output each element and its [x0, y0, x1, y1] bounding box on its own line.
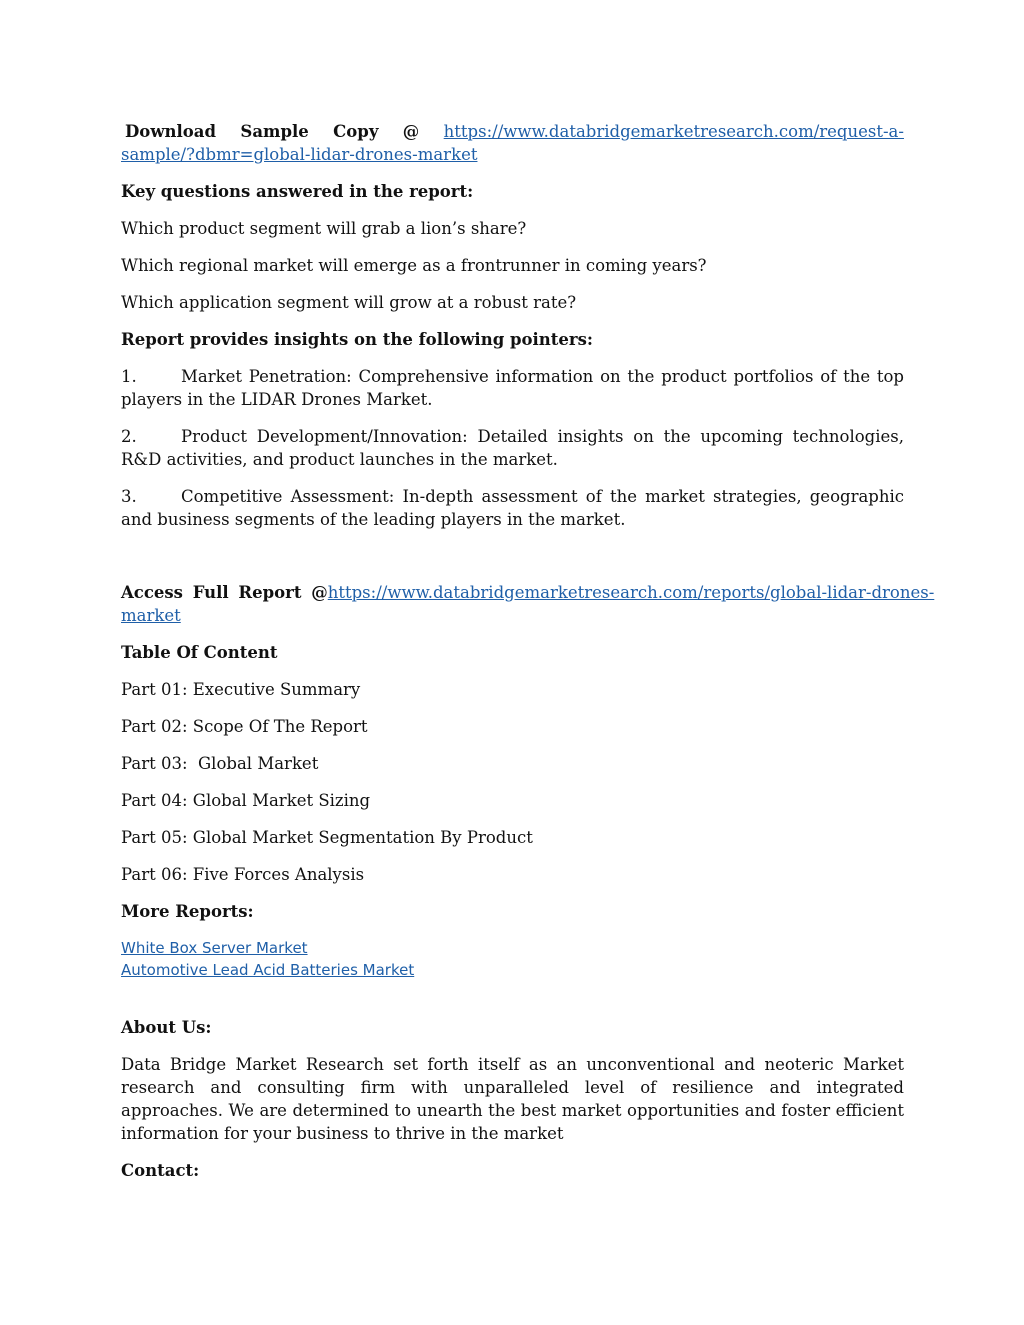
insight-number-1: 1. — [121, 367, 137, 386]
more-reports-heading: More Reports: — [121, 902, 254, 921]
more-report-link-2[interactable]: Automotive Lead Acid Batteries Market — [121, 961, 415, 979]
sample-word: Sample — [240, 122, 309, 141]
report-link-part2[interactable]: market — [121, 606, 181, 625]
access-report-block — [121, 581, 935, 627]
toc-item-2: Part 02: Scope Of The Report — [121, 717, 368, 736]
about-heading: About Us: — [121, 1018, 212, 1037]
insight-text-3: Competitive Assessment: In-depth assessment of the market strategies, geographic and business segments of the leading players in the market. — [121, 487, 904, 529]
key-question-1: Which product segment will grab a lion’s share? — [121, 219, 527, 238]
more-report-link-1[interactable]: White Box Server Market — [121, 939, 308, 957]
copy-word: Copy — [333, 122, 379, 141]
contact-heading: Contact: — [121, 1161, 200, 1180]
sample-link-part1[interactable]: https://www.databridgemarketresearch.com/request-a- — [443, 122, 904, 141]
report-link-part1[interactable]: https://www.databridgemarketresearch.com/reports/global-lidar-drones- — [327, 583, 935, 602]
insight-number-3: 3. — [121, 487, 137, 506]
document-page — [121, 120, 935, 1196]
toc-item-6: Part 06: Five Forces Analysis — [121, 865, 365, 884]
download-sample-block — [121, 120, 904, 166]
download-sample-line — [121, 120, 904, 143]
insight-item-3 — [121, 485, 904, 531]
spacer — [121, 545, 904, 581]
toc-heading: Table Of Content — [121, 643, 278, 662]
sample-link-part2[interactable]: sample/?dbmr=global-lidar-drones-market — [121, 145, 478, 164]
insight-text-2: Product Development/Innovation: Detailed insights on the upcoming technologies, R&D activities, and product launches in the market. — [121, 427, 904, 469]
insight-text-1: Market Penetration: Comprehensive information on the product portfolios of the top players in the LIDAR Drones Market. — [121, 367, 904, 409]
insight-item-2 — [121, 425, 904, 471]
key-question-3: Which application segment will grow at a robust rate? — [121, 293, 577, 312]
access-report-label: Access Full Report @ — [121, 583, 328, 602]
toc-item-5: Part 05: Global Market Segmentation By Product — [121, 828, 533, 847]
toc-item-1: Part 01: Executive Summary — [121, 680, 361, 699]
at-sign: @ — [402, 122, 420, 141]
access-report-line — [121, 581, 935, 604]
insight-item-1 — [121, 365, 904, 411]
key-question-2: Which regional market will emerge as a frontrunner in coming years? — [121, 256, 707, 275]
insights-heading: Report provides insights on the following pointers: — [121, 330, 593, 349]
about-text: Data Bridge Market Research set forth itself as an unconventional and neoteric Market research and consulting firm with unparalleled level of resilience and integrated approaches. We are determined to unearth the best market opportunities and foster efficient information for your business to thrive in the market — [121, 1055, 904, 1143]
more-reports-list — [121, 937, 904, 981]
toc-item-3: Part 03: Global Market — [121, 754, 319, 773]
download-word: Download — [125, 122, 217, 141]
toc-item-4: Part 04: Global Market Sizing — [121, 791, 371, 810]
key-questions-heading: Key questions answered in the report: — [121, 182, 474, 201]
insight-number-2: 2. — [121, 427, 137, 446]
